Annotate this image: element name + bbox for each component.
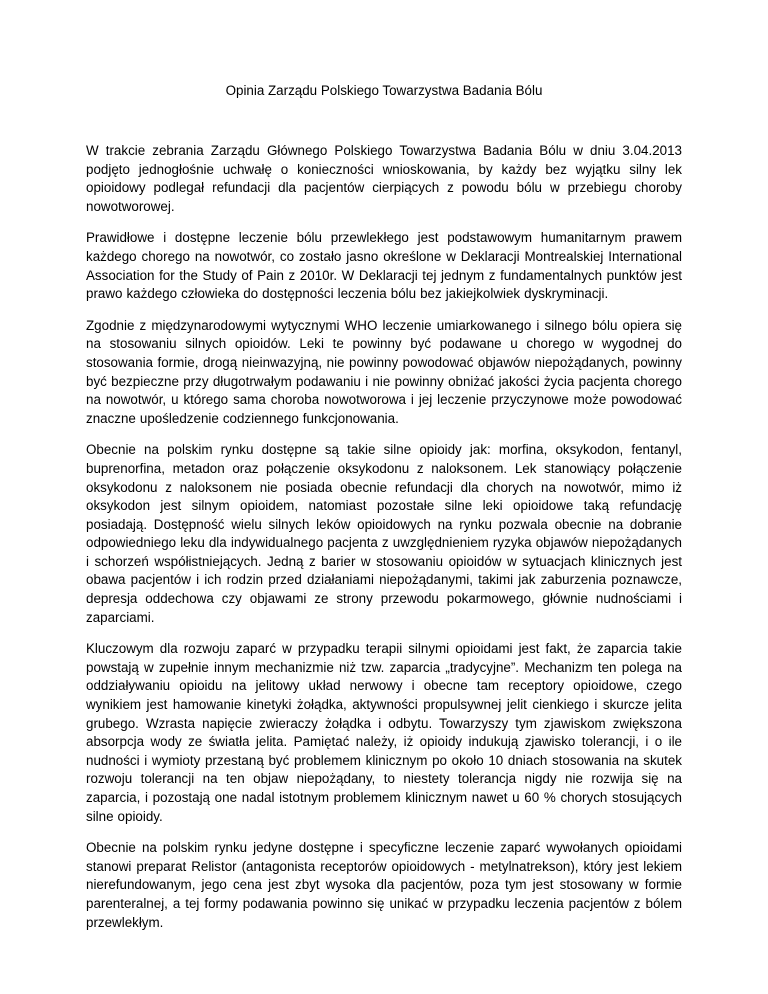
paragraph-constipation-mechanism: Kluczowym dla rozwoju zaparć w przypadku terapii silnymi opioidami jest fakt, że zaparcia takie powstają w zupełnie innym mechanizmie niż tzw. zaparcia „tradycyjne”. Mechanizm ten polega na oddziaływaniu opioidu na jelitowy układ nerwowy i obecne tam receptory opioidowe, czego wynikiem jest hamowanie kinetyki żołądka, aktywności propulsywnej jelit cienkiego i skurcze jelita grubego. Wzrasta napięcie zwieraczy żołądka i odbytu. Towarzyszy tym zjawiskom zwiększona absorpcja wody ze światła jelita. Pamiętać należy, iż opioidy indukują zjawisko tolerancji, i o ile nudności i wymioty przestaną być problemem klinicznym po około 10 dniach stosowania na skutek rozwoju tolerancji na ten objaw niepożądany, to niestety tolerancja nigdy nie rozwija się na zaparcia, i pozostają one nadal istotnym problemem klinicznym nawet u 60 % chorych stosujących silne opioidy.	[86, 641, 682, 824]
paragraph-who-guidelines: Zgodnie z międzynarodowymi wytycznymi WHO leczenie umiarkowanego i silnego bólu opiera się na stosowaniu silnych opioidów. Leki te powinny być podawane u chorego w wygodnej do stosowania formie, drogą nieinwazyjną, nie powinny powodować objawów niepożądanych, powinny być bezpieczne przy długotrwałym podawaniu i nie powinny obniżać jakości życia pacjenta chorego na nowotwór, u którego sama choroba nowotworowa i jej leczenie przyczynowe może powodować znaczne upośledzenie codziennego funkcjonowania.	[86, 317, 682, 426]
paragraph-available-opioids: Obecnie na polskim rynku dostępne są takie silne opioidy jak: morfina, oksykodon, fentanyl, buprenorfina, metadon oraz połączenie oksykodonu z naloksonem. Lek stanowiący połączenie oksykodonu z naloksonem nie posiada obecnie refundacji dla chorych na nowotwór, mimo iż oksykodon jest silnym opioidem, natomiast pozostałe silne leki opioidowe taką refundację posiadają. Dostępność wielu silnych leków opioidowych na rynku pozwala obecnie na dobranie odpowiedniego leku dla indywidualnego pacjenta z uwzględnieniem ryzyka objawów niepożądanych i schorzeń współistniejących. Jedną z barier w stosowaniu opioidów w sytuacjach klinicznych jest obawa pacjentów i ich rodzin przed działaniami niepożądanymi, takimi jak zaburzenia poznawcze, depresja oddechowa czy objawami ze strony przewodu pokarmowego, głównie nudnościami i zaparciami.	[86, 442, 682, 625]
paragraph-relistor: Obecnie na polskim rynku jedyne dostępne i specyficzne leczenie zaparć wywołanych opioidami stanowi preparat Relistor (antagonista receptorów opioidowych - metylnatrekson), który jest lekiem nierefundowanym, jego cena jest zbyt wysoka dla pacjentów, poza tym jest stosowany w formie parenteralnej, a tej formy podawania powinno się unikać w przypadku leczenia pacjentów z bólem przewlekłym.	[86, 840, 682, 930]
paragraph-human-right: Prawidłowe i dostępne leczenie bólu przewlekłego jest podstawowym humanitarnym prawem każdego chorego na nowotwór, co zostało jasno określone w Deklaracji Montrealskiej International Association for the Study of Pain z 2010r. W Deklaracji tej jednym z fundamentalnych punktów jest prawo każdego człowieka do dostępności leczenia bólu bez jakiejkolwiek dyskryminacji.	[86, 230, 682, 302]
paragraph-resolution: W trakcie zebrania Zarządu Głównego Polskiego Towarzystwa Badania Bólu w dniu 3.04.2013 podjęto jednogłośnie uchwałę o konieczności wnioskowania, by każdy bez wyjątku silny lek opioidowy podlegał refundacji dla pacjentów cierpiących z powodu bólu w przebiegu choroby nowotworowej.	[86, 143, 682, 214]
document-title: Opinia Zarządu Polskiego Towarzystwa Badania Bólu	[225, 83, 543, 98]
